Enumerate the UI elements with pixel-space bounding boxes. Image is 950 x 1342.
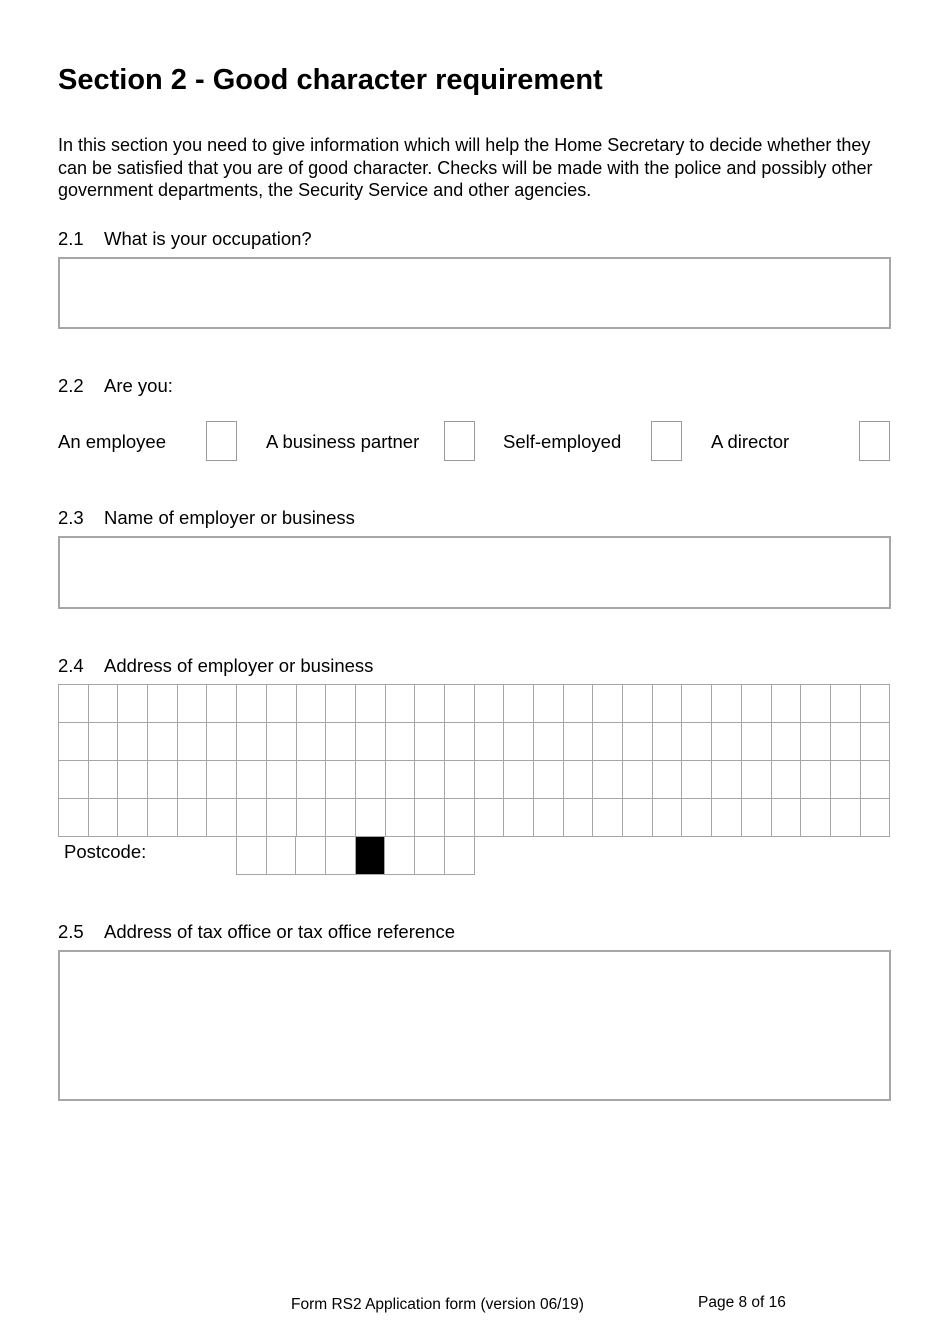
address-char-box[interactable] xyxy=(445,799,475,837)
address-char-box[interactable] xyxy=(415,685,445,723)
address-char-box[interactable] xyxy=(831,723,861,761)
address-char-box[interactable] xyxy=(118,685,148,723)
occupation-field[interactable] xyxy=(58,257,891,329)
address-char-box[interactable] xyxy=(772,685,802,723)
postcode-char-box[interactable] xyxy=(267,837,297,875)
address-char-box[interactable] xyxy=(593,799,623,837)
address-char-box[interactable] xyxy=(564,799,594,837)
address-char-box[interactable] xyxy=(59,723,89,761)
address-char-box[interactable] xyxy=(297,761,327,799)
question-text: Address of tax office or tax office reference xyxy=(104,921,456,942)
address-char-box[interactable] xyxy=(118,799,148,837)
address-char-box[interactable] xyxy=(267,685,297,723)
address-char-box[interactable] xyxy=(118,723,148,761)
postcode-separator-box xyxy=(356,837,386,875)
address-char-box[interactable] xyxy=(504,685,534,723)
address-char-box[interactable] xyxy=(742,761,772,799)
address-char-box[interactable] xyxy=(504,723,534,761)
question-number: 2.4 xyxy=(58,655,84,676)
address-char-box[interactable] xyxy=(89,723,119,761)
address-char-box[interactable] xyxy=(504,761,534,799)
address-char-box[interactable] xyxy=(356,685,386,723)
address-char-box[interactable] xyxy=(207,723,237,761)
address-char-box[interactable] xyxy=(772,723,802,761)
address-char-box[interactable] xyxy=(564,685,594,723)
address-char-box[interactable] xyxy=(59,761,89,799)
address-char-box[interactable] xyxy=(326,685,356,723)
address-char-box[interactable] xyxy=(415,723,445,761)
address-char-box[interactable] xyxy=(237,723,267,761)
postcode-char-box[interactable] xyxy=(326,837,356,875)
postcode-label: Postcode: xyxy=(64,841,147,862)
address-char-box[interactable] xyxy=(801,685,831,723)
address-char-box[interactable] xyxy=(475,761,505,799)
address-char-box[interactable] xyxy=(297,799,327,837)
postcode-grid xyxy=(236,837,475,875)
address-char-box[interactable] xyxy=(207,761,237,799)
question-text: Address of employer or business xyxy=(104,655,374,676)
address-char-box[interactable] xyxy=(653,761,683,799)
address-char-box[interactable] xyxy=(623,723,653,761)
address-char-box[interactable] xyxy=(178,761,208,799)
question-2-3-label xyxy=(58,507,355,529)
address-char-box[interactable] xyxy=(653,799,683,837)
address-char-box[interactable] xyxy=(326,723,356,761)
postcode-char-box[interactable] xyxy=(385,837,415,875)
address-char-box[interactable] xyxy=(118,761,148,799)
address-char-box[interactable] xyxy=(386,723,416,761)
address-char-box[interactable] xyxy=(267,799,297,837)
postcode-char-box[interactable] xyxy=(296,837,326,875)
employer-name-field[interactable] xyxy=(58,536,891,609)
address-char-box[interactable] xyxy=(207,685,237,723)
address-char-box[interactable] xyxy=(237,685,267,723)
address-char-box[interactable] xyxy=(593,723,623,761)
address-char-box[interactable] xyxy=(712,799,742,837)
address-char-box[interactable] xyxy=(89,761,119,799)
address-char-box[interactable] xyxy=(89,799,119,837)
address-char-box[interactable] xyxy=(475,685,505,723)
address-char-box[interactable] xyxy=(475,723,505,761)
option-business-partner-checkbox[interactable] xyxy=(444,421,475,461)
address-char-box[interactable] xyxy=(445,761,475,799)
employer-address-grid xyxy=(58,684,890,837)
section-title: Section 2 - Good character requirement xyxy=(58,64,603,96)
address-char-box[interactable] xyxy=(148,799,178,837)
address-char-box[interactable] xyxy=(178,685,208,723)
address-char-box[interactable] xyxy=(267,761,297,799)
address-char-box[interactable] xyxy=(534,723,564,761)
option-self-employed-label: Self-employed xyxy=(503,431,622,452)
address-char-box[interactable] xyxy=(861,799,891,837)
address-char-box[interactable] xyxy=(742,799,772,837)
footer-page-number: Page 8 of 16 xyxy=(698,1294,786,1311)
address-char-box[interactable] xyxy=(237,761,267,799)
address-char-box[interactable] xyxy=(207,799,237,837)
address-char-box[interactable] xyxy=(801,723,831,761)
address-char-box[interactable] xyxy=(386,685,416,723)
address-char-box[interactable] xyxy=(623,799,653,837)
postcode-char-box[interactable] xyxy=(445,837,475,875)
address-char-box[interactable] xyxy=(772,799,802,837)
question-text: What is your occupation? xyxy=(104,228,312,249)
question-2-4-label xyxy=(58,655,373,677)
address-char-box[interactable] xyxy=(89,685,119,723)
address-char-box[interactable] xyxy=(742,723,772,761)
address-char-box[interactable] xyxy=(59,799,89,837)
address-char-box[interactable] xyxy=(593,761,623,799)
address-char-box[interactable] xyxy=(148,723,178,761)
address-char-box[interactable] xyxy=(534,799,564,837)
postcode-char-box[interactable] xyxy=(237,837,267,875)
address-char-box[interactable] xyxy=(861,723,891,761)
address-char-box[interactable] xyxy=(386,799,416,837)
address-char-box[interactable] xyxy=(356,799,386,837)
address-char-box[interactable] xyxy=(623,761,653,799)
address-char-box[interactable] xyxy=(742,685,772,723)
address-char-box[interactable] xyxy=(297,685,327,723)
option-director-checkbox[interactable] xyxy=(859,421,890,461)
address-char-box[interactable] xyxy=(178,799,208,837)
address-char-box[interactable] xyxy=(326,761,356,799)
address-char-box[interactable] xyxy=(801,761,831,799)
address-char-box[interactable] xyxy=(326,799,356,837)
question-text: Are you: xyxy=(104,375,173,396)
address-char-box[interactable] xyxy=(564,761,594,799)
question-number: 2.2 xyxy=(58,375,84,396)
address-char-box[interactable] xyxy=(475,799,505,837)
option-business-partner-label: A business partner xyxy=(266,431,420,452)
question-2-2-label xyxy=(58,375,173,397)
question-text: Name of employer or business xyxy=(104,507,355,528)
address-char-box[interactable] xyxy=(148,761,178,799)
address-char-box[interactable] xyxy=(178,723,208,761)
address-char-box[interactable] xyxy=(831,685,861,723)
address-char-box[interactable] xyxy=(682,799,712,837)
address-char-box[interactable] xyxy=(564,723,594,761)
question-2-5-label xyxy=(58,921,455,943)
address-char-box[interactable] xyxy=(682,723,712,761)
option-self-employed-checkbox[interactable] xyxy=(651,421,682,461)
address-char-box[interactable] xyxy=(445,685,475,723)
address-char-box[interactable] xyxy=(534,685,564,723)
address-char-box[interactable] xyxy=(504,799,534,837)
address-char-box[interactable] xyxy=(415,761,445,799)
section-intro: In this section you need to give information which will help the Home Secretary to decide whether they can be satisfied that you are of good character. Checks will be made with the police and possibly other government departments, the Security Service and other agencies. xyxy=(58,135,873,200)
address-char-box[interactable] xyxy=(772,761,802,799)
postcode-char-box[interactable] xyxy=(415,837,445,875)
address-char-box[interactable] xyxy=(861,761,891,799)
address-char-box[interactable] xyxy=(712,761,742,799)
address-char-box[interactable] xyxy=(534,761,564,799)
address-char-box[interactable] xyxy=(653,723,683,761)
question-number: 2.5 xyxy=(58,921,84,942)
address-char-box[interactable] xyxy=(267,723,297,761)
address-char-box[interactable] xyxy=(148,685,178,723)
address-char-box[interactable] xyxy=(712,685,742,723)
option-employee-checkbox[interactable] xyxy=(206,421,237,461)
address-char-box[interactable] xyxy=(386,761,416,799)
question-number: 2.1 xyxy=(58,228,84,249)
address-char-box[interactable] xyxy=(415,799,445,837)
address-char-box[interactable] xyxy=(356,723,386,761)
address-char-box[interactable] xyxy=(59,685,89,723)
option-director-label: A director xyxy=(711,431,790,452)
address-char-box[interactable] xyxy=(801,799,831,837)
address-char-box[interactable] xyxy=(445,723,475,761)
footer-form-name: Form RS2 Application form (version 06/19) xyxy=(291,1296,584,1313)
address-char-box[interactable] xyxy=(356,761,386,799)
question-number: 2.3 xyxy=(58,507,84,528)
address-char-box[interactable] xyxy=(831,761,861,799)
address-char-box[interactable] xyxy=(623,685,653,723)
address-char-box[interactable] xyxy=(831,799,861,837)
tax-office-field[interactable] xyxy=(58,950,891,1101)
question-2-1-label xyxy=(58,228,312,250)
address-char-box[interactable] xyxy=(682,685,712,723)
address-char-box[interactable] xyxy=(653,685,683,723)
address-char-box[interactable] xyxy=(237,799,267,837)
address-char-box[interactable] xyxy=(593,685,623,723)
address-char-box[interactable] xyxy=(712,723,742,761)
option-employee-label: An employee xyxy=(58,431,166,452)
address-char-box[interactable] xyxy=(682,761,712,799)
address-char-box[interactable] xyxy=(861,685,891,723)
address-char-box[interactable] xyxy=(297,723,327,761)
